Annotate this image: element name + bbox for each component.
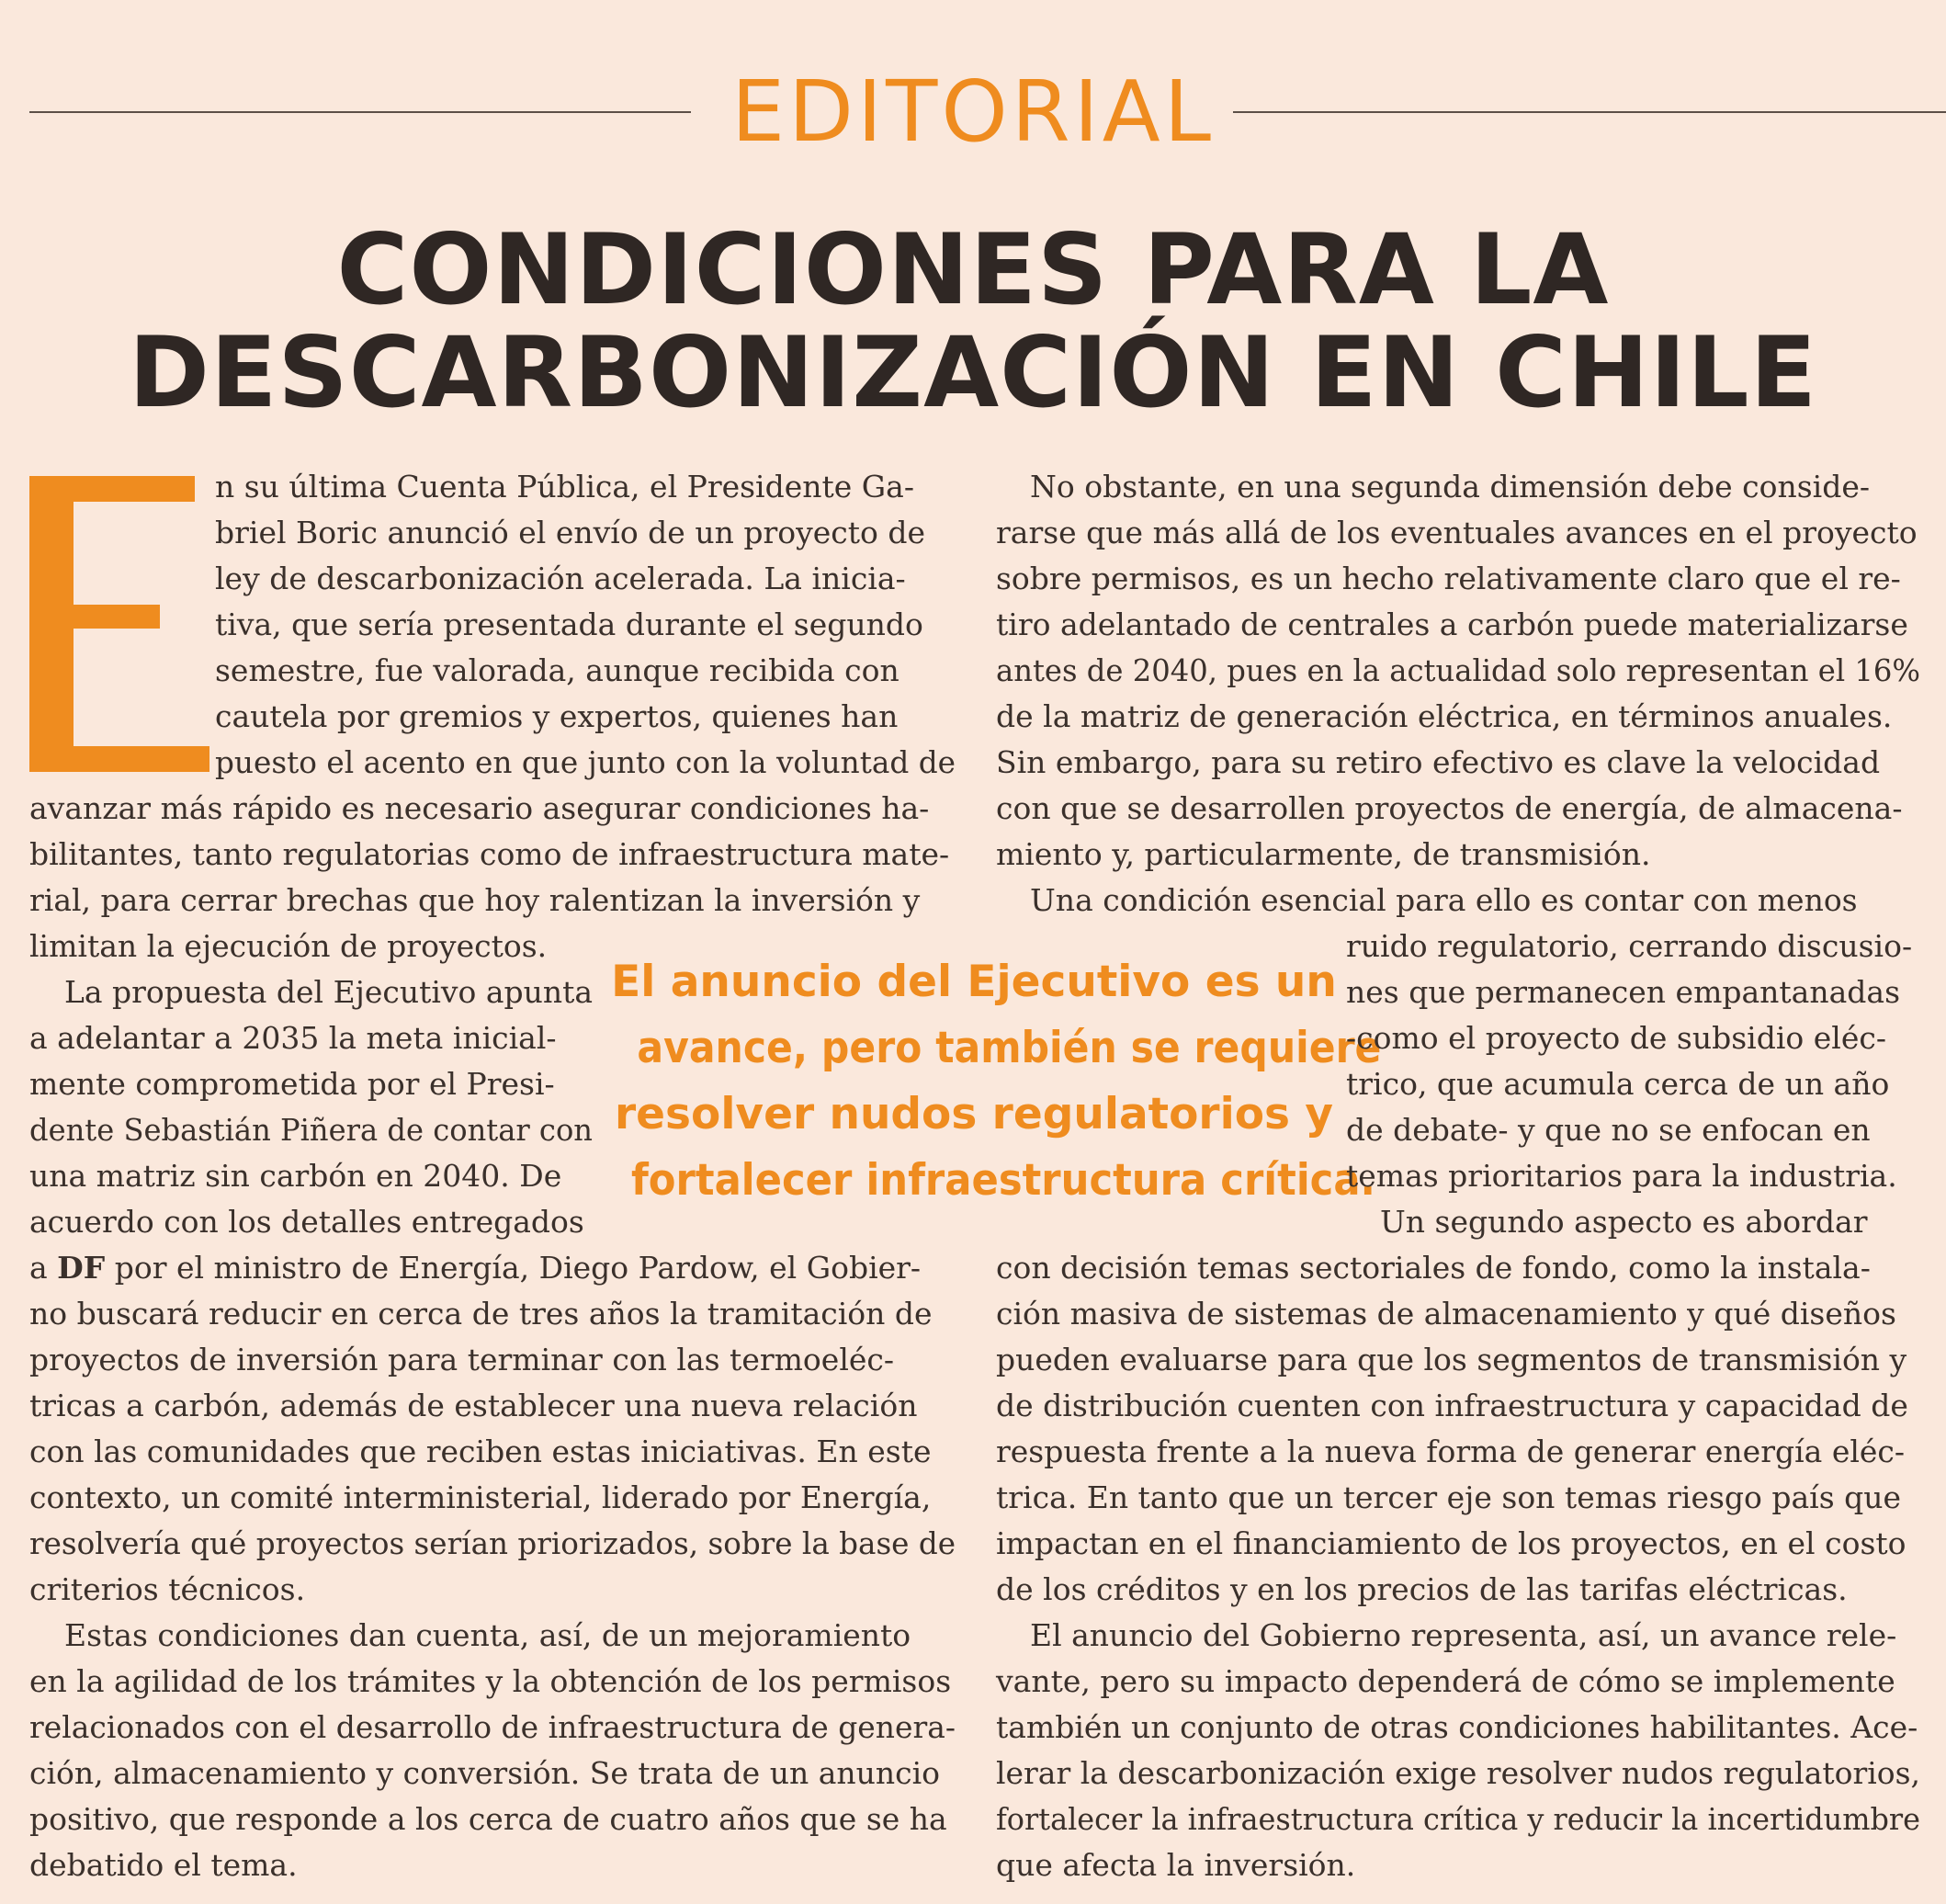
text-line: tiro adelantado de centrales a carbón puede materializarse <box>996 606 1908 642</box>
text-line: sobre permisos, es un hecho relativamente claro que el re- <box>996 561 1901 596</box>
text-line: limitan la ejecución de proyectos. <box>29 928 548 964</box>
text-line: relacionados con el desarrollo de infraestructura de genera- <box>29 1709 956 1745</box>
text-line: de debate- y que no se enfocan en <box>1346 1112 1871 1148</box>
text-line: con que se desarrollen proyectos de energía, de almacena- <box>996 790 1903 826</box>
text-line: de la matriz de generación eléctrica, en términos anuales. <box>996 698 1893 734</box>
text-line: una matriz sin carbón en 2040. De <box>29 1158 562 1194</box>
text-line: con las comunidades que reciben estas iniciativas. En este <box>29 1434 932 1469</box>
text-line: rial, para cerrar brechas que hoy ralentizan la inversión y <box>29 882 921 918</box>
text-line: antes de 2040, pues en la actualidad solo representan el 16% <box>996 652 1920 688</box>
text-line: tiva, que sería presentada durante el segundo <box>215 606 923 642</box>
text-span: por el ministro de Energía, Diego Pardow, el Gobier- <box>105 1250 922 1286</box>
headline-line-2: DESCARBONIZACIÓN EN CHILE <box>128 316 1818 429</box>
text-line: No obstante, en una segunda dimensión debe conside- <box>1030 469 1870 504</box>
text-line: pueden evaluarse para que los segmentos de transmisión y <box>996 1342 1907 1377</box>
text-line: mente comprometida por el Presi- <box>29 1066 555 1102</box>
text-line: que afecta la inversión. <box>996 1847 1356 1883</box>
text-line: positivo, que responde a los cerca de cuatro años que se ha <box>29 1801 947 1837</box>
text-line: fortalecer la infraestructura crítica y reducir la incertidumbre <box>996 1801 1920 1837</box>
text-line: puesto el acento en que junto con la voluntad de <box>215 744 956 780</box>
section-kicker: EDITORIAL <box>731 62 1215 161</box>
text-line: temas prioritarios para la industria. <box>1346 1158 1897 1194</box>
text-line: dente Sebastián Piñera de contar con <box>29 1112 593 1148</box>
text-line: no buscará reducir en cerca de tres años la tramitación de <box>29 1296 933 1332</box>
text-line: de distribución cuenten con infraestructura y capacidad de <box>996 1388 1908 1423</box>
text-line: con decisión temas sectoriales de fondo, como la instala- <box>996 1250 1871 1286</box>
text-line: La propuesta del Ejecutivo apunta <box>64 974 593 1010</box>
text-line: debatido el tema. <box>29 1847 298 1883</box>
text-line: vante, pero su impacto dependerá de cómo se implemente <box>996 1663 1895 1699</box>
drop-cap-letter-e-icon <box>29 476 209 772</box>
text-line: n su última Cuenta Pública, el Presidente Ga- <box>215 469 914 504</box>
text-line: trica. En tanto que un tercer eje son temas riesgo país que <box>996 1479 1902 1515</box>
drop-cap <box>29 476 209 772</box>
text-line: ción, almacenamiento y conversión. Se trata de un anuncio <box>29 1755 941 1791</box>
text-span: a <box>29 1250 58 1286</box>
text-line: cautela por gremios y expertos, quienes han <box>215 698 899 734</box>
text-line: a adelantar a 2035 la meta inicial- <box>29 1020 557 1056</box>
text-line: lerar la descarbonización exige resolver nudos regulatorios, <box>996 1755 1920 1791</box>
headline <box>0 213 1946 429</box>
text-line: trico, que acumula cerca de un año <box>1346 1066 1890 1102</box>
text-line: impactan en el financiamiento de los proyectos, en el costo <box>996 1525 1906 1561</box>
text-line: criterios técnicos. <box>29 1571 306 1607</box>
text-line: Un segundo aspecto es abordar <box>1380 1204 1868 1240</box>
text-line: en la agilidad de los trámites y la obtención de los permisos <box>29 1663 952 1699</box>
pull-quote <box>602 949 1382 1214</box>
text-line: nes que permanecen empantanadas <box>1346 974 1901 1010</box>
text-line: tricas a carbón, además de establecer una nueva relación <box>29 1388 918 1423</box>
text-line <box>29 1245 921 1291</box>
text-line: rarse que más allá de los eventuales avances en el proyecto <box>996 515 1918 550</box>
text-line: respuesta frente a la nueva forma de generar energía eléc- <box>996 1434 1906 1469</box>
text-line: Una condición esencial para ello es contar con menos <box>1030 882 1858 918</box>
text-line: -como el proyecto de subsidio eléc- <box>1346 1020 1886 1056</box>
headline-line-1: CONDICIONES PARA LA <box>336 213 1610 326</box>
text-line: resolvería qué proyectos serían priorizados, sobre la base de <box>29 1525 956 1561</box>
text-line: proyectos de inversión para terminar con las termoeléc- <box>29 1342 895 1377</box>
text-line: ruido regulatorio, cerrando discusio- <box>1346 928 1913 964</box>
text-line: ción masiva de sistemas de almacenamiento y qué diseños <box>996 1296 1896 1332</box>
text-line: avanzar más rápido es necesario asegurar condiciones ha- <box>29 790 930 826</box>
text-line: semestre, fue valorada, aunque recibida con <box>215 652 899 688</box>
df-masthead-mention: DF <box>57 1250 106 1286</box>
pull-quote-line: resolver nudos regulatorios y <box>615 1089 1333 1139</box>
text-line: Sin embargo, para su retiro efectivo es clave la velocidad <box>996 744 1881 780</box>
text-line: briel Boric anunció el envío de un proyecto de <box>215 515 926 550</box>
pull-quote-line: avance, pero también se requiere <box>637 1023 1382 1073</box>
text-line: acuerdo con los detalles entregados <box>29 1204 584 1240</box>
text-line: El anuncio del Gobierno representa, así, un avance rele- <box>1030 1617 1897 1653</box>
pull-quote-line: El anuncio del Ejecutivo es un <box>611 957 1337 1007</box>
text-line: ley de descarbonización acelerada. La inicia- <box>215 561 906 596</box>
text-line: bilitantes, tanto regulatorias como de infraestructura mate- <box>29 836 950 872</box>
text-line: miento y, particularmente, de transmisión. <box>996 836 1651 872</box>
text-line: contexto, un comité interministerial, liderado por Energía, <box>29 1479 932 1515</box>
pull-quote-line: fortalecer infraestructura crítica. <box>630 1155 1375 1206</box>
text-line: también un conjunto de otras condiciones habilitantes. Ace- <box>996 1709 1918 1745</box>
text-line: de los créditos y en los precios de las tarifas eléctricas. <box>996 1571 1848 1607</box>
text-line: Estas condiciones dan cuenta, así, de un mejoramiento <box>64 1617 911 1653</box>
